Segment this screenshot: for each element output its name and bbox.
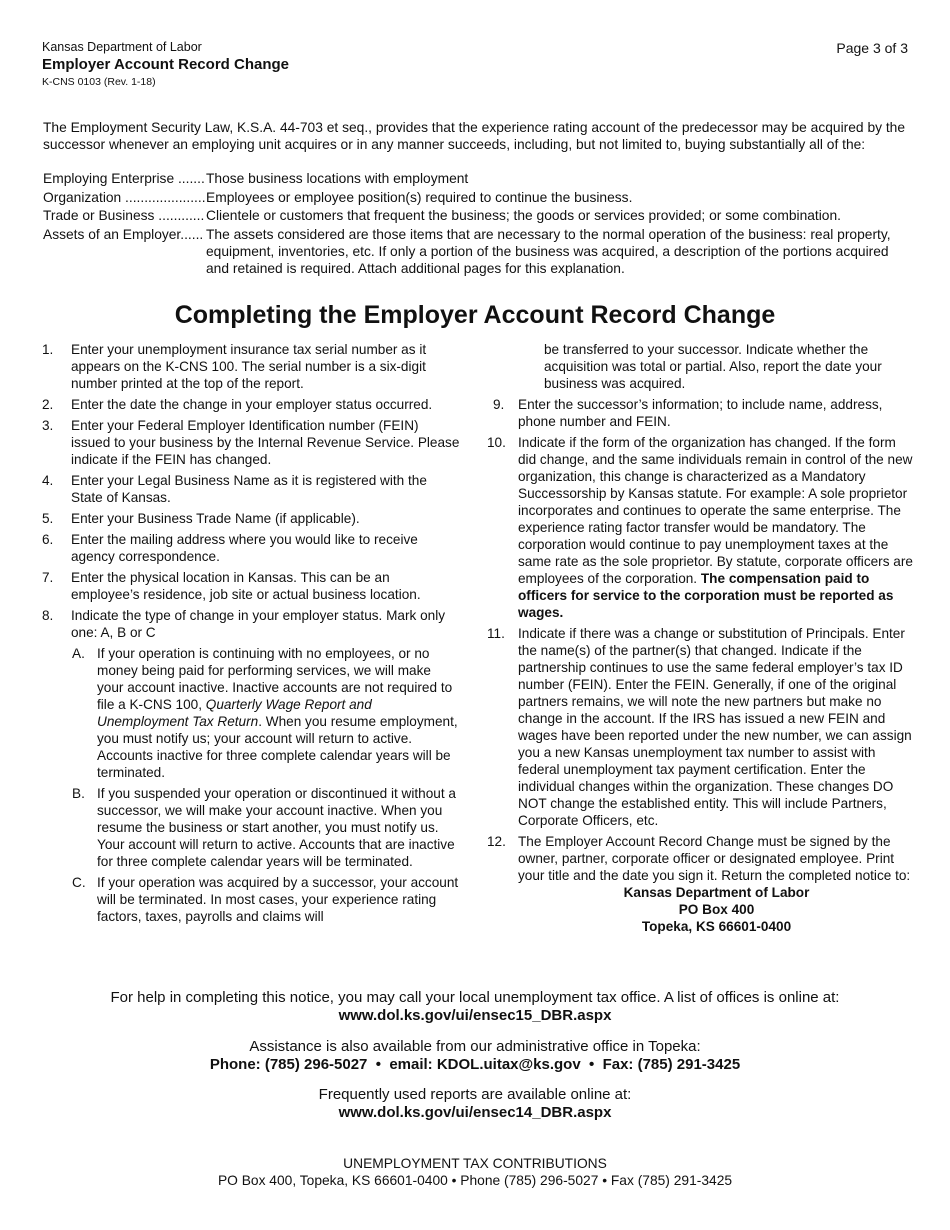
- item-text: Enter the successor’s information; to include name, address, phone number and FEIN.: [518, 397, 883, 429]
- footer-org-contact: PO Box 400, Topeka, KS 66601-0400 • Phone (785) 296-5027 • Fax (785) 291-3425: [217, 1173, 733, 1188]
- officer-wages-note: The compensation paid to officers for service to the corporation must be reported as wages.: [518, 571, 894, 620]
- definition-row: [43, 189, 913, 206]
- subitem-c: [69, 874, 460, 925]
- page-number: Page 3 of 3: [836, 40, 908, 56]
- instruction-item: [42, 531, 460, 565]
- definition-term: Organization .....................: [43, 189, 206, 205]
- offices-link[interactable]: www.dol.ks.gov/ui/ensec15_DBR.aspx: [338, 1007, 612, 1024]
- instruction-item: [42, 472, 460, 506]
- definition-term: Trade or Business ............: [43, 208, 205, 223]
- item-text: Enter the physical location in Kansas. This can be an employee’s residence, job site or actual business location.: [71, 570, 421, 602]
- assist-text: Assistance is also available from our administrative office in Topeka:: [249, 1038, 701, 1055]
- intro-paragraph: The Employment Security Law, K.S.A. 44-703 et seq., provides that the experience rating account of the predecessor may be acquired by the successor whenever an employing unit acquires or in any manner succeeds, including, but not limited to, buying substantially all of the:: [43, 120, 906, 152]
- help-text: For help in completing this notice, you may call your local unemployment tax office. A list of offices is online at:: [110, 989, 840, 1006]
- reports-block: [0, 1086, 950, 1122]
- subitem-letter: A.: [72, 646, 85, 661]
- reports-text: Frequently used reports are available online at:: [318, 1086, 632, 1103]
- instruction-item: [42, 569, 460, 603]
- definitions-list: [43, 170, 913, 278]
- definition-desc: Those business locations with employment: [206, 171, 469, 186]
- reports-link[interactable]: www.dol.ks.gov/ui/ensec14_DBR.aspx: [338, 1104, 612, 1121]
- subitem-text: If your operation is continuing with no employees, or no money being paid for performing services, we will make your account inactive. Inactive accounts are not required to file a K-CNS 100, Quarterly Wage Report and Unemployment Tax Return. When you resume employment, you must notify us; your account will return to active. Accounts inactive for three complete calendar years will be terminated.: [97, 646, 458, 780]
- subitem-a: [69, 645, 460, 781]
- instruction-item: [42, 396, 460, 413]
- form-number: K-CNS 0103 (Rev. 1-18): [42, 76, 156, 88]
- mailing-address: [518, 884, 915, 935]
- address-line: PO Box 400: [678, 902, 755, 917]
- item-number: 6.: [42, 532, 54, 547]
- item-text: Enter the date the change in your employer status occurred.: [71, 397, 433, 412]
- assist-block: [0, 1038, 950, 1074]
- definition-term: Assets of an Employer......: [43, 226, 204, 242]
- subitem-b: [69, 785, 460, 870]
- definition-desc: Employees or employee position(s) required to continue the business.: [206, 189, 633, 205]
- section-title: Completing the Employer Account Record Change: [174, 301, 776, 329]
- subitem-letter: C.: [72, 875, 86, 890]
- subitem-letter: B.: [72, 786, 85, 801]
- form-title: Employer Account Record Change: [42, 56, 289, 73]
- subitem-c-continued: be transferred to your successor. Indicate whether the acquisition was total or partial. Also, report the date your business was acquired.: [544, 342, 882, 391]
- item-text: The Employer Account Record Change must be signed by the owner, partner, corporate officer or designated employee. Print your title and the date you sign it. Return the completed notice to:: [518, 834, 911, 883]
- definition-row: [43, 170, 913, 187]
- item-number: 8.: [42, 608, 54, 623]
- item-text: Indicate if there was a change or substitution of Principals. Enter the name(s) of the partner(s) that changed. Indicate if the partnership continues to use the same federal employer’s tax ID number (FEIN). Enter the FEIN. Generally, if one of the original partners remains, we will note the new partners but make no change in the account. If the IRS has issued a new FEIN and wages have been reported under the new number, we can assign you a new Kansas unemployment tax number to assist with federal unemployment tax payment certification. Enter the individual changes within the organization. These changes DO NOT change the established entity. This will include Partners, Corporate Officers, etc.: [518, 626, 912, 828]
- item-text: Enter your Business Trade Name (if applicable).: [71, 511, 360, 526]
- definition-row: [43, 207, 913, 224]
- instruction-item: [42, 607, 460, 641]
- item-number: 7.: [42, 570, 54, 585]
- definition-desc: Clientele or customers that frequent the business; the goods or services provided; or some combination.: [206, 208, 841, 223]
- item-text: Indicate if the form of the organization has changed. If the form did change, and the same individuals remain in control of the new organization, this change is characterized as a Mandatory Successorship by Kansas statute. For example: A sole proprietor incorporates and continues to operate the same enterprise. The experience rating factor transfer would be mandatory. The corporation would continue to pay unemployment taxes at the same rate as the sole proprietor. By statute, corporate officers are employees of the corporation. The compensation paid to officers for service to the corporation must be reported as wages.: [518, 435, 913, 620]
- item-text: Enter your Federal Employer Identification number (FEIN) issued to your business by the Internal Revenue Service. Please indicate if the FEIN has changed.: [71, 418, 460, 467]
- instruction-item: [42, 417, 460, 468]
- item-number: 10.: [487, 435, 506, 450]
- address-line: Kansas Department of Labor: [623, 885, 810, 900]
- instructions-right-column: [487, 341, 915, 935]
- instruction-item: [42, 510, 460, 527]
- item-text: Enter your unemployment insurance tax serial number as it appears on the K-CNS 100. The serial number is a six-digit number printed at the top of the report.: [71, 342, 427, 391]
- item-number: 4.: [42, 473, 54, 488]
- help-block: [0, 989, 950, 1025]
- agency-name: Kansas Department of Labor: [42, 40, 202, 54]
- definition-desc: The assets considered are those items that are necessary to the normal operation of the business: real property, equipment, inventories, etc. If only a portion of the business was acquired, a description of the portions acquired and retained is required. Attach additional pages for this explanation.: [206, 226, 891, 276]
- instruction-item: [487, 396, 915, 430]
- item-number: 3.: [42, 418, 54, 433]
- footer-org: UNEMPLOYMENT TAX CONTRIBUTIONS: [343, 1156, 607, 1171]
- address-line: Topeka, KS 66601-0400: [641, 919, 792, 934]
- footer-contact: [0, 1155, 950, 1189]
- item-text: Enter the mailing address where you would like to receive agency correspondence.: [71, 532, 418, 564]
- item-text: Enter your Legal Business Name as it is registered with the State of Kansas.: [71, 473, 427, 505]
- item-text: Indicate the type of change in your employer status. Mark only one: A, B or C: [71, 608, 446, 640]
- instruction-item: [42, 341, 460, 392]
- report-title: Quarterly Wage Report and Unemployment Tax Return: [97, 697, 372, 729]
- subitem-text: If your operation was acquired by a successor, your account will be terminated. In most cases, your experience rating factors, taxes, payrolls and claims will: [97, 875, 459, 924]
- assist-contact: Phone: (785) 296-5027 • email: KDOL.uitax@ks.gov • Fax: (785) 291-3425: [209, 1056, 741, 1073]
- item-number: 5.: [42, 511, 54, 526]
- instruction-item: [487, 625, 915, 829]
- definition-row: [43, 226, 913, 277]
- item-number: 9.: [493, 397, 505, 412]
- instructions-left-column: [42, 341, 460, 929]
- item-number: 12.: [487, 834, 506, 849]
- item-number: 2.: [42, 397, 54, 412]
- definition-term: Employing Enterprise .......: [43, 171, 205, 186]
- item-number: 11.: [487, 626, 505, 641]
- item-number: 1.: [42, 342, 54, 357]
- instruction-item: [487, 434, 915, 621]
- subitem-text: If you suspended your operation or discontinued it without a successor, we will make your account inactive. When you resume the business or start another, you must notify us. Your account will return to active. Accounts that are inactive for three complete calendar years will be terminated.: [97, 786, 456, 869]
- instruction-item: [487, 833, 915, 884]
